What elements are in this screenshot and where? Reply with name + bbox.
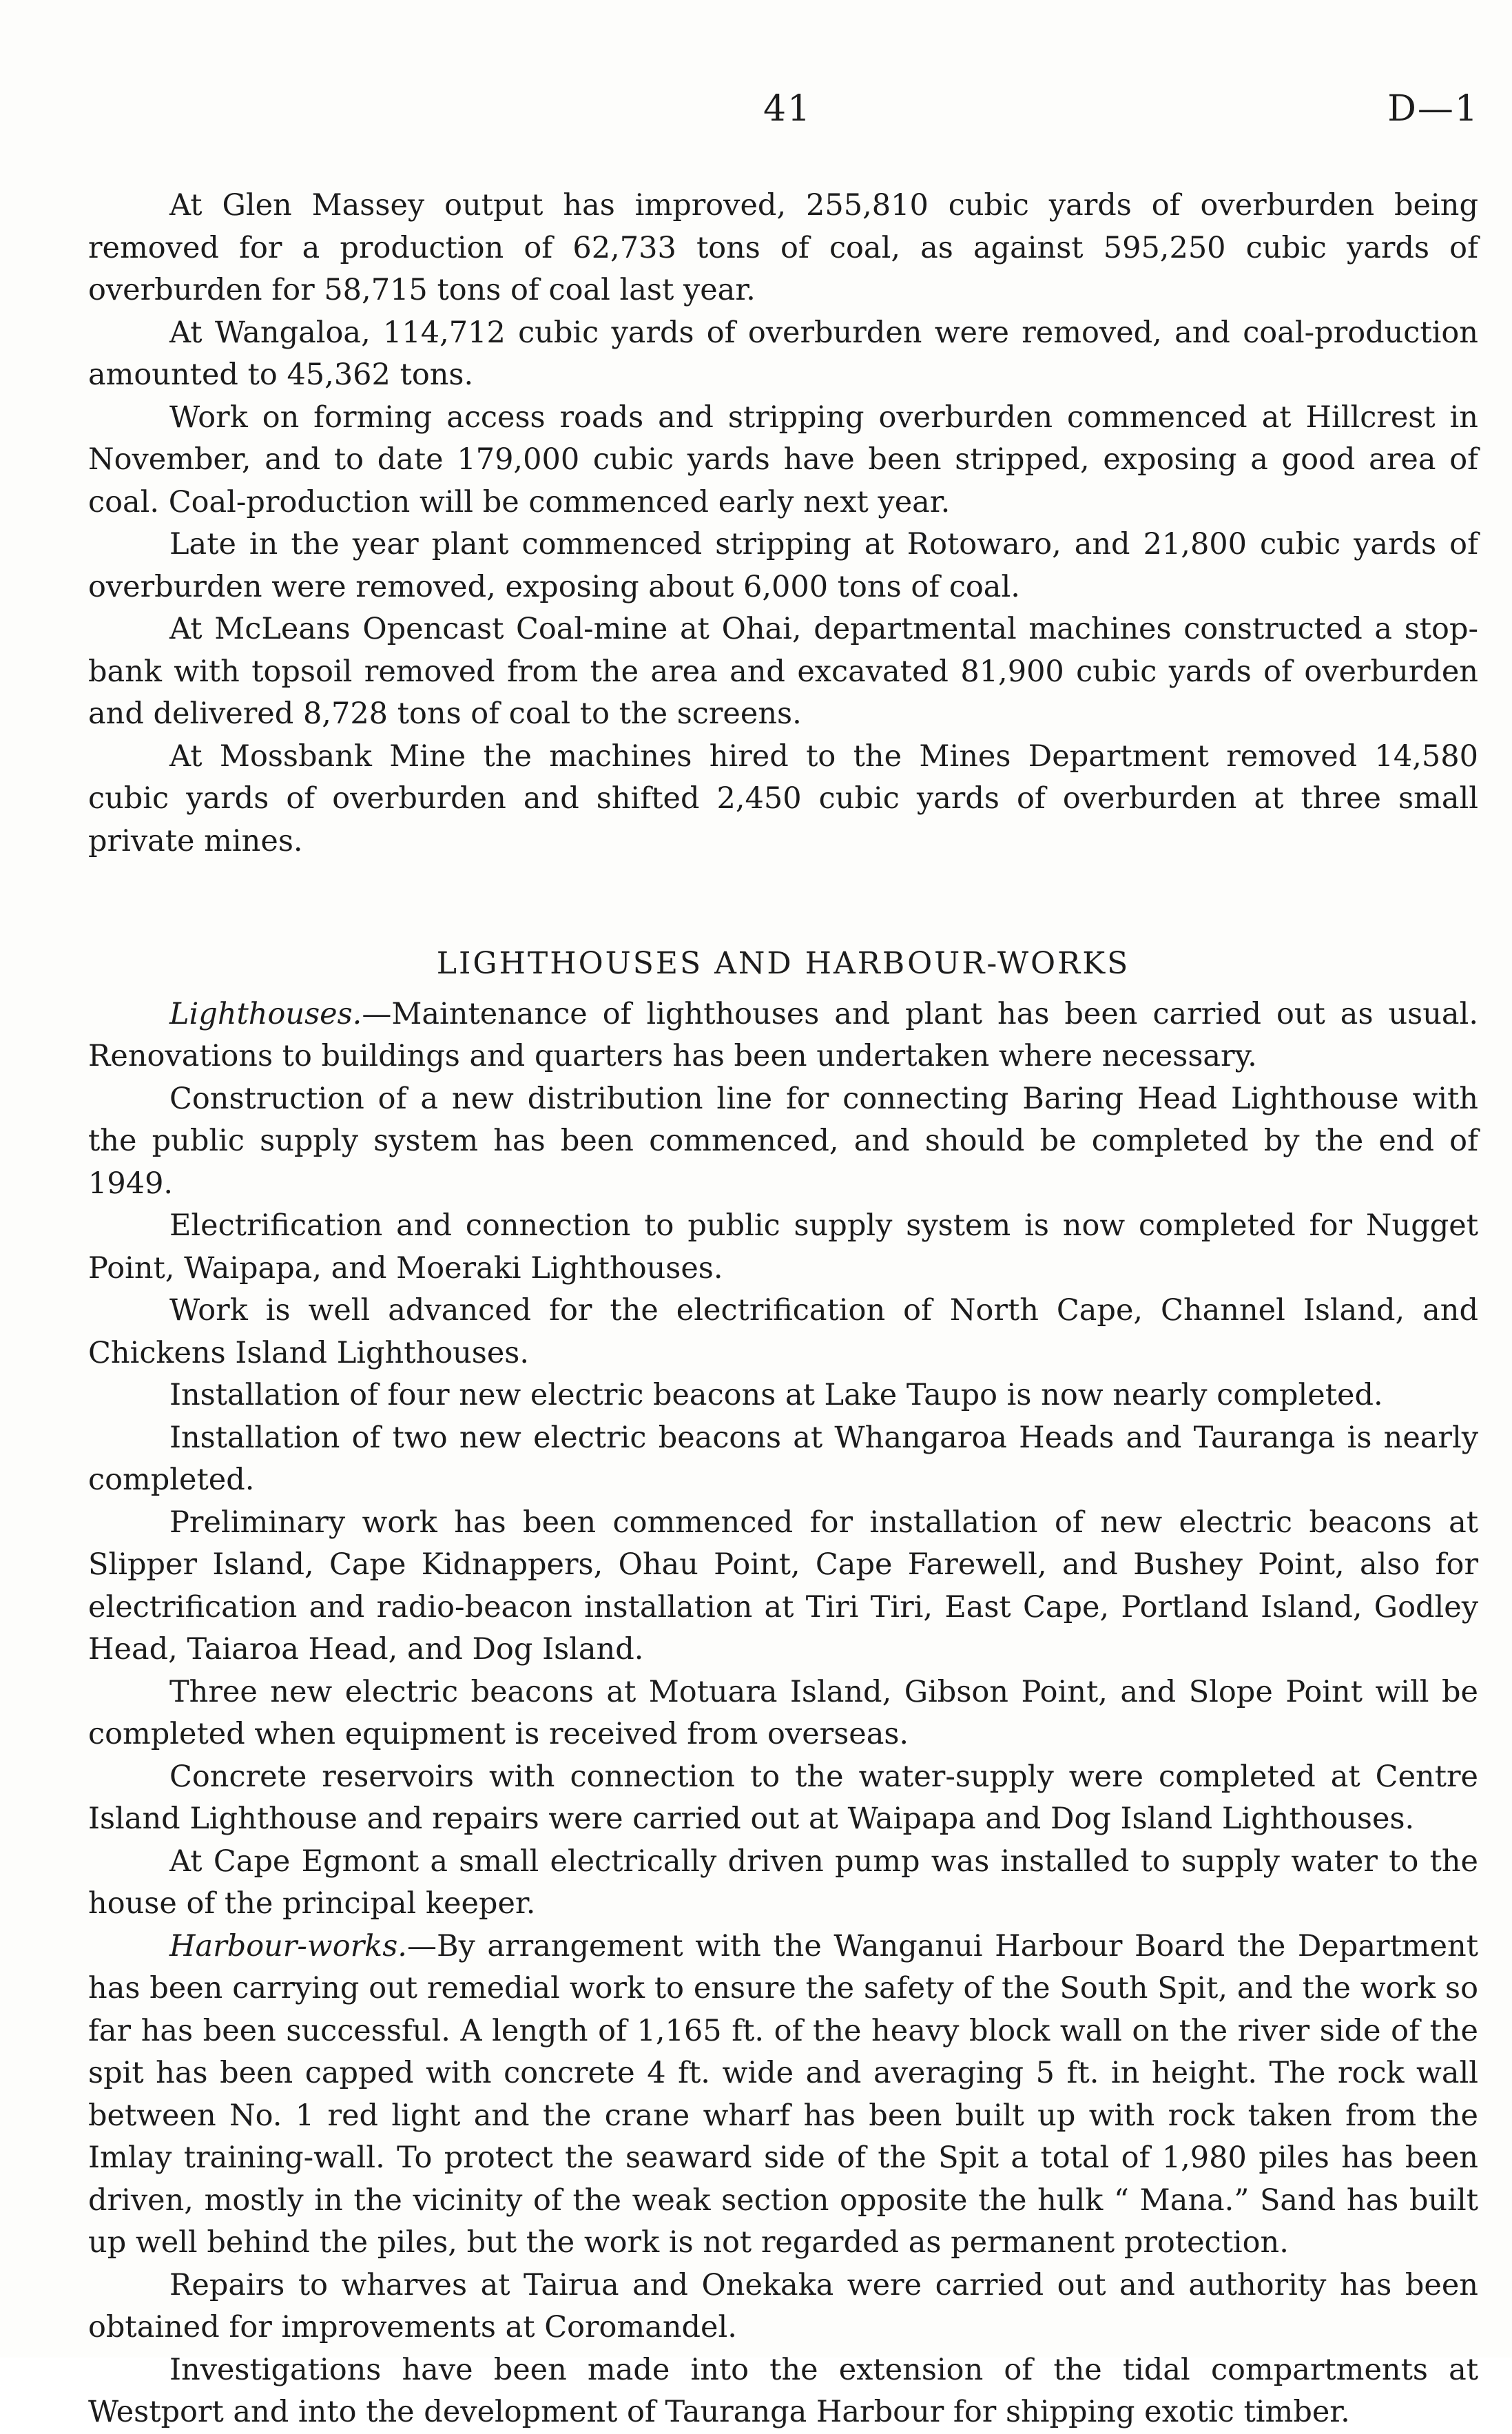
paragraph-ohai: At McLeans Opencast Coal-mine at Ohai, departmental machines constructed a stop-bank with topsoil removed from the area and excavated 81,900 cubic yards of overburden and delivered 8,728 tons of coal to the screens. — [88, 612, 1478, 731]
paragraph-whangaroa: Installation of two new electric beacons at Whangaroa Heads and Tauranga is nearly completed. — [88, 1420, 1478, 1497]
paragraph-harbour-works-intro — [88, 1926, 1478, 2265]
page-body — [88, 185, 1478, 2434]
harbour-works-intro-text: —By arrangement with the Wanganui Harbour Board the Department has been carrying out remedial work to ensure the safety of the South Spit, and the work so far has been successful. A length of 1,165 ft. of the heavy block wall on the river side of the spit has been capped with concrete 4 ft. wide and averaging 5 ft. in height. The rock wall between No. 1 red light and the crane wharf has been built up with rock taken from the Imlay training-wall. To protect the seaward side of the Spit a total of 1,980 piles has been driven, mostly in the vicinity of the weak section opposite the hulk “ Mana.” Sand has built up well behind the piles, but the work is not regarded as permanent protection. — [88, 1928, 1478, 2260]
paragraph-preliminary-work: Preliminary work has been commenced for installation of new electric beacons at Slipper Island, Cape Kidnappers, Ohau Point, Cape Farewell, and Bushey Point, also for electrification and radio-beacon installation at Tiri Tiri, East Cape, Portland Island, Godley Head, Taiaroa Head, and Dog Island. — [88, 1505, 1478, 1667]
document-reference: D—1 — [1387, 88, 1479, 130]
paragraph-glen-massey: At Glen Massey output has improved, 255,810 cubic yards of overburden being removed for a production of 62,733 tons of coal, as against 595,250 cubic yards of overburden for 58,715 tons of coal last year. — [88, 188, 1478, 307]
page-header — [0, 88, 1512, 143]
paragraph-lighthouses-intro — [88, 993, 1478, 1078]
paragraph-lake-taupo: Installation of four new electric beacons at Lake Taupo is now nearly completed. — [169, 1378, 1383, 1412]
paragraph-electrification-advanced: Work is well advanced for the electrification of North Cape, Channel Island, and Chickens Island Lighthouses. — [88, 1293, 1478, 1370]
paragraph-mossbank: At Mossbank Mine the machines hired to the Mines Department removed 14,580 cubic yards of overburden and shifted 2,450 cubic yards of overburden at three small private mines. — [88, 739, 1478, 858]
paragraph-baring-head: Construction of a new distribution line for connecting Baring Head Lighthouse with the public supply system has been commenced, and should be completed by the end of 1949. — [88, 1081, 1478, 1201]
page-number: 41 — [763, 88, 812, 130]
paragraph-cape-egmont: At Cape Egmont a small electrically driven pump was installed to supply water to the house of the principal keeper. — [88, 1844, 1478, 1921]
paragraph-three-beacons: Three new electric beacons at Motuara Island, Gibson Point, and Slope Point will be completed when equipment is received from overseas. — [88, 1674, 1478, 1751]
paragraph-rotowaro: Late in the year plant commenced stripping at Rotowaro, and 21,800 cubic yards of overburden were removed, exposing about 6,000 tons of coal. — [88, 527, 1478, 604]
harbour-works-run-in-heading: Harbour-works. — [169, 1928, 407, 1963]
lighthouses-run-in-heading: Lighthouses. — [169, 996, 362, 1031]
paragraph-investigations: Investigations have been made into the extension of the tidal compartments at Westport and into the development of Tauranga Harbour for shipping exotic timber. — [88, 2352, 1478, 2429]
paragraph-wharf-repairs: Repairs to wharves at Tairua and Onekaka were carried out and authority has been obtained for improvements at Coromandel. — [88, 2267, 1478, 2344]
lighthouses-intro-text: —Maintenance of lighthouses and plant has been carried out as usual. Renovations to buildings and quarters has been undertaken where necessary. — [88, 996, 1478, 1073]
paragraph-hillcrest: Work on forming access roads and stripping overburden commenced at Hillcrest in November, and to date 179,000 cubic yards have been stripped, exposing a good area of coal. Coal-production will be commenced early next year. — [88, 400, 1478, 519]
paragraph-electrification-completed: Electrification and connection to public supply system is now completed for Nugget Point, Waipapa, and Moeraki Lighthouses. — [88, 1208, 1478, 1286]
paragraph-reservoirs: Concrete reservoirs with connection to the water-supply were completed at Centre Island Lighthouse and repairs were carried out at Waipapa and Dog Island Lighthouses. — [88, 1759, 1478, 1836]
paragraph-wangaloa: At Wangaloa, 114,712 cubic yards of overburden were removed, and coal-production amounted to 45,362 tons. — [88, 315, 1478, 392]
section-heading: LIGHTHOUSES AND HARBOUR-WORKS — [436, 946, 1130, 981]
